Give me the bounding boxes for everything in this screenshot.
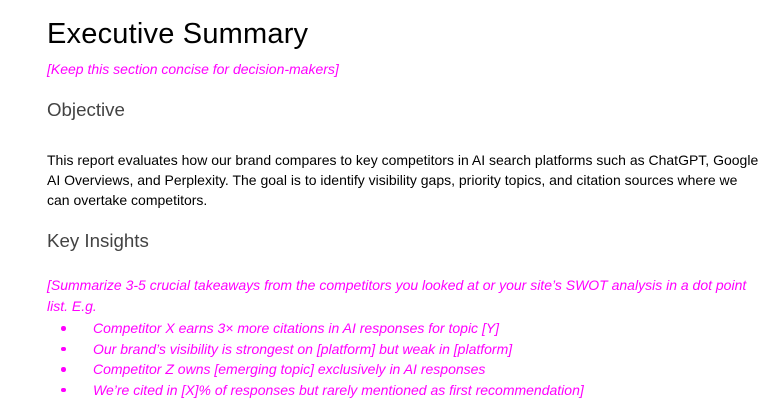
list-item-text: Competitor X earns 3× more citations in AI responses for topic [Y] [93,320,500,336]
intro-placeholder-note: [Keep this section concise for decision-makers] [47,61,339,77]
list-item [47,339,761,360]
key-insights-placeholder-note: [Summarize 3-5 crucial takeaways from the competitors you looked at or your site’s SWOT analysis in a dot point list. E.g. [47,277,747,314]
key-insights-bullet-list [47,318,761,400]
document-content [47,18,761,400]
bullet-icon [61,347,66,352]
list-item [47,318,761,339]
section-heading-key-insights: Key Insights [47,230,149,251]
bullet-icon [61,326,66,331]
bullet-icon [61,367,66,372]
objective-paragraph: This report evaluates how our brand compares to key competitors in AI search platforms such as ChatGPT, Google AI Overviews, and Perplexity. The goal is to identify visibility gaps, priority topics, and citation sources where we can overtake competitors. [47,152,759,208]
section-heading-objective: Objective [47,99,125,120]
list-item [47,359,761,380]
bullet-icon [61,388,66,393]
list-item-text: Our brand’s visibility is strongest on [platform] but weak in [platform] [93,340,513,357]
page-title: Executive Summary [47,18,309,50]
list-item-text: We’re cited in [X]% of responses but rarely mentioned as first recommendation] [93,381,584,398]
list-item [47,380,761,401]
list-item-text: Competitor Z owns [emerging topic] exclusively in AI responses [93,361,486,377]
